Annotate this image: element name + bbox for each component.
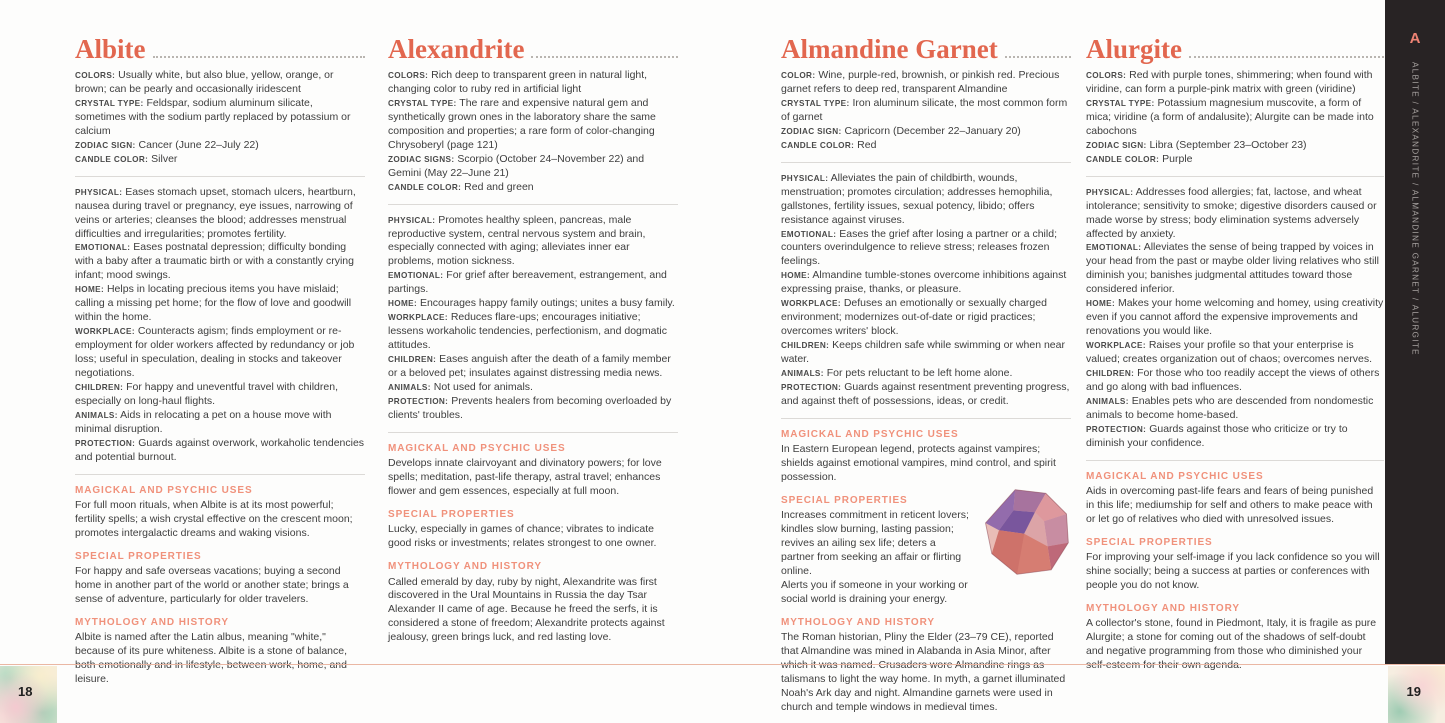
field-label: CHILDREN: (781, 341, 830, 351)
section-heading-mythology-and-history: MYTHOLOGY AND HISTORY (781, 617, 935, 629)
field-children (388, 353, 678, 381)
section-heading-special-properties: SPECIAL PROPERTIES (75, 550, 202, 562)
field-home (388, 297, 678, 311)
field-crystal-type (75, 97, 365, 139)
field-label: ANIMALS: (1086, 396, 1129, 406)
field-label: PROTECTION: (781, 383, 842, 393)
field-home (75, 283, 365, 325)
field-label: CANDLE COLOR: (781, 140, 855, 150)
field-protection (75, 437, 365, 465)
field-label: CHILDREN: (1086, 369, 1135, 379)
field-label: CHILDREN: (388, 355, 437, 365)
field-emotional (388, 269, 678, 297)
field-text: Promotes healthy spleen, pancreas, male reproductive system, central nervous system and brain, especially connected with aging; alleviates inner ear problems, motion sickness. (388, 213, 646, 268)
section-paragraph: In Eastern European legend, protects against vampires; shields against emotional vampires, mind control, and spirit possession. (781, 443, 1056, 484)
section-paragraph: For happy and safe overseas vacations; buying a second home in another part of the world or another state; brings a sense of adventure, particularly for older travelers. (75, 565, 349, 606)
entry-title: Albite (75, 34, 146, 64)
field-label: HOME: (1086, 299, 1116, 309)
field-text: Guards against overwork, workaholic tendencies and potential burnout. (75, 436, 365, 463)
section-paragraph: A collector's stone, found in Piedmont, Italy, it is fragile as pure Alurgite; a stone for coming out of the shadows of self-doubt and negative programming from those who diminished your self-esteem for their own agenda. (1086, 617, 1377, 672)
field-text: Scorpio (October 24–November 22) and Gemini (May 22–June 21) (388, 152, 645, 179)
field-text: For pets reluctant to be left home alone. (826, 367, 1013, 380)
field-zodiac-sign (781, 125, 1071, 139)
section-heading-mythology-and-history: MYTHOLOGY AND HISTORY (75, 617, 229, 629)
page-number-right: 19 (1406, 684, 1421, 699)
thumb-index-sidebar (1385, 0, 1445, 665)
dotted-leader (153, 56, 366, 58)
field-children (75, 381, 365, 409)
dotted-leader (1005, 56, 1071, 58)
field-text: Red (857, 138, 877, 151)
entry-title-row (1086, 36, 1384, 63)
field-candle-color (1086, 153, 1384, 167)
field-label: PHYSICAL: (75, 187, 123, 197)
field-workplace (781, 297, 1071, 339)
page-number-left: 18 (18, 684, 33, 699)
field-text: Guards against those who criticize or try to diminish your confidence. (1086, 422, 1348, 449)
entry-title: Almandine Garnet (781, 34, 998, 64)
section-heading-magickal-and-psychic-uses: MAGICKAL AND PSYCHIC USES (781, 428, 959, 440)
field-label: COLORS: (75, 71, 116, 80)
field-label: WORKPLACE: (781, 299, 841, 309)
section-paragraph: Increases commitment in reticent lovers; kindles slow burning, lasting passion; revives an ailing sex life; deters a partner from seeking an affair or flirting online. (781, 509, 969, 578)
section-paragraph: Called emerald by day, ruby by night, Alexandrite was first discovered in the Ural Mountains in Russia the day Tsar Alexander II came of age. Because he freed the serfs, it is considered a stone of freedom; Alexandrite protects against jealousy, green brings luck, and red lasting love. (388, 575, 665, 644)
field-animals (1086, 395, 1384, 423)
field-text: For grief after bereavement, estrangement, and partings. (388, 269, 667, 296)
field-label: ZODIAC SIGN: (75, 140, 136, 150)
field-zodiac-signs (388, 153, 678, 181)
field-label: EMOTIONAL: (781, 229, 837, 239)
field-text: Libra (September 23–October 23) (1149, 138, 1307, 151)
entry-title: Alurgite (1086, 34, 1182, 64)
field-text: Eases postnatal depression; difficulty bonding with a baby after a traumatic birth or with a constantly crying infant; mood swings. (75, 241, 354, 282)
field-label: HOME: (388, 299, 418, 309)
dotted-leader (531, 56, 678, 58)
field-label: CRYSTAL TYPE: (388, 98, 457, 108)
field-text: Iron aluminum silicate, the most common form of garnet (781, 96, 1068, 123)
field-animals (75, 409, 365, 437)
field-candle-color (388, 181, 678, 195)
field-candle-color (781, 139, 1071, 153)
footer-rule (0, 664, 1445, 665)
field-animals (388, 381, 678, 395)
entry-alexandrite (388, 36, 678, 645)
field-label: EMOTIONAL: (75, 243, 131, 253)
section-heading-special-properties: SPECIAL PROPERTIES (1086, 536, 1213, 548)
field-animals (781, 367, 1071, 381)
entry-title-row (388, 36, 678, 63)
field-text: Eases the grief after losing a partner or a child; counters overindulgence to relieve stress; releases frozen feelings. (781, 227, 1057, 268)
index-entries-label: ALBITE / ALEXANDRITE / ALMANDINE GARNET / ALURGITE (1410, 62, 1420, 356)
field-text: Keeps children safe while swimming or when near water. (781, 339, 1065, 366)
field-children (1086, 367, 1384, 395)
field-label: EMOTIONAL: (388, 271, 444, 281)
field-text: Purple (1162, 152, 1193, 165)
field-text: Alleviates the sense of being trapped by voices in your head from the past or maybe older living relatives who still diminish you; banishes judgmental attitudes toward those considered inferior. (1086, 241, 1379, 296)
field-text: Reduces flare-ups; encourages initiative; lessens workaholic tendencies, perfectionism, and dogmatic attitudes. (388, 311, 667, 352)
field-text: Enables pets who are descended from nondomestic animals to become home-based. (1086, 394, 1374, 421)
field-text: Silver (151, 152, 178, 165)
field-label: HOME: (75, 285, 105, 295)
field-candle-color (75, 153, 365, 167)
section-paragraph: Albite is named after the Latin albus, meaning "white," because of its pure whiteness. Albite is a stone of balance, both emotionally and in lifestyle, between work, home, and leisure. (75, 631, 348, 686)
field-label: PROTECTION: (388, 396, 449, 406)
field-workplace (75, 325, 365, 381)
field-colors (388, 69, 678, 97)
field-label: WORKPLACE: (75, 327, 135, 337)
entry-almandine-garnet (781, 36, 1071, 715)
field-physical (1086, 186, 1384, 242)
divider (1086, 176, 1384, 177)
index-letter: A (1409, 30, 1421, 47)
field-label: CRYSTAL TYPE: (75, 98, 144, 108)
section-heading-special-properties: SPECIAL PROPERTIES (781, 495, 908, 507)
divider (75, 176, 365, 177)
entry-title: Alexandrite (388, 34, 525, 64)
field-label: ZODIAC SIGN: (1086, 140, 1147, 150)
field-text: Eases anguish after the death of a family member or a beloved pet; insulates against distressing media news. (388, 353, 671, 380)
field-text: Encourages happy family outings; unites a busy family. (419, 297, 675, 310)
field-text: Not used for animals. (433, 381, 533, 394)
section-paragraph: The Roman historian, Pliny the Elder (23–79 CE), reported that Almandine was mined in Alabanda in Asia Minor, after which it was named. Crusaders wore Almandine rings as talismans to light the way home. In myth, a garnet illuminated Noah's Ark day and night. Almandine garnets were used in church and temple windows in medieval times. (781, 631, 1066, 714)
field-label: ANIMALS: (781, 369, 824, 379)
field-text: Makes your home welcoming and homey, using creativity even if you cannot afford the expensive improvements and renovations you would like. (1086, 297, 1384, 338)
field-text: For happy and uneventful travel with children, especially on long-haul flights. (75, 381, 338, 407)
field-home (781, 269, 1071, 297)
section-paragraph: Lucky, especially in games of chance; vibrates to indicate good risks or investments; relates strongest to one owner. (388, 523, 657, 550)
field-home (1086, 297, 1384, 339)
field-label: ANIMALS: (75, 410, 118, 420)
field-physical (75, 186, 365, 242)
divider (388, 432, 678, 433)
field-label: PHYSICAL: (781, 173, 829, 183)
dotted-leader (1189, 56, 1384, 58)
field-crystal-type (388, 97, 678, 153)
field-label: CHILDREN: (75, 383, 124, 393)
field-text: Eases stomach upset, stomach ulcers, heartburn, nausea during travel or pregnancy, eye issues, narrowing of veins or arteries; cleanses the blood; addresses menstrual difficulties and irregularities; promotes fertility. (75, 185, 356, 240)
field-label: ANIMALS: (388, 383, 431, 393)
field-text: Rich deep to transparent green in natural light, changing color to ruby red in artificial light (388, 69, 648, 95)
divider (388, 204, 678, 205)
entry-alurgite (1086, 36, 1384, 673)
field-text: Alleviates the pain of childbirth, wounds, menstruation; promotes circulation; addresses hemophilia, gallstones, fertility issues, sexual potency, libido; offers resistance against viruses. (781, 171, 1053, 226)
field-label: PROTECTION: (75, 438, 136, 448)
entry-albite (75, 36, 365, 687)
section-heading-mythology-and-history: MYTHOLOGY AND HISTORY (388, 561, 542, 573)
field-workplace (388, 311, 678, 353)
field-protection (388, 395, 678, 423)
field-text: Defuses an emotionally or sexually charged environment; modernizes out-of-date or rigid practices; overcomes writers' block. (781, 297, 1047, 338)
field-label: PHYSICAL: (1086, 187, 1134, 197)
field-physical (781, 172, 1071, 228)
field-text: Prevents healers from becoming overloaded by clients' troubles. (388, 394, 672, 421)
field-colors (1086, 69, 1384, 97)
field-text: Red with purple tones, shimmering; when found with viridine, can form a purple-pink matrix with green (viridine) (1086, 69, 1373, 95)
field-physical (388, 214, 678, 270)
section-heading-mythology-and-history: MYTHOLOGY AND HISTORY (1086, 603, 1240, 615)
section-heading-magickal-and-psychic-uses: MAGICKAL AND PSYCHIC USES (1086, 470, 1264, 482)
field-text: Cancer (June 22–July 22) (138, 138, 259, 151)
field-text: Addresses food allergies; fat, lactose, and wheat intolerance; sensitivity to smoke; digestive disorders caused or made worse by stress; body elimination systems adversely affected by anxiety. (1086, 185, 1377, 240)
field-label: WORKPLACE: (1086, 341, 1146, 351)
almandine-garnet-crystal-illustration (981, 486, 1071, 578)
field-label: CANDLE COLOR: (1086, 154, 1160, 164)
field-zodiac-sign (1086, 139, 1384, 153)
field-zodiac-sign (75, 139, 365, 153)
field-label: WORKPLACE: (388, 313, 448, 323)
section-paragraph: Develops innate clairvoyant and divinatory powers; for love spells; meditation, past-life therapy, astral travel; enhances flower and gem essences, especially at full moon. (388, 457, 662, 498)
field-colors (75, 69, 365, 97)
field-label: EMOTIONAL: (1086, 243, 1142, 253)
field-text: Helps in locating precious items you have mislaid; calling a missing pet home; for the flow of love and goodwill within the home. (75, 283, 352, 324)
field-label: HOME: (781, 271, 811, 281)
field-text: Red and green (464, 180, 534, 193)
field-label: PROTECTION: (1086, 424, 1147, 434)
section-paragraph: For improving your self-image if you lack confidence so you will shine socially; being a success at parties or conferences with people you do not know. (1086, 551, 1380, 592)
entry-title-row (75, 36, 365, 63)
field-crystal-type (1086, 97, 1384, 139)
field-label: COLOR: (781, 71, 816, 80)
section-paragraph: Aids in overcoming past-life fears and fears of being punished in this life; mediumship for self and others to make peace with or let go of relatives who died with unresolved issues. (1086, 485, 1374, 525)
field-crystal-type (781, 97, 1071, 125)
field-label: ZODIAC SIGNS: (388, 154, 455, 164)
field-text: Aids in relocating a pet on a house move with minimal disruption. (75, 408, 332, 435)
field-emotional (1086, 241, 1384, 297)
field-workplace (1086, 339, 1384, 367)
field-label: COLORS: (1086, 71, 1127, 80)
field-emotional (781, 228, 1071, 270)
field-text: Guards against resentment preventing progress, and against theft of possessions, ideas, or credit. (781, 381, 1070, 407)
field-protection (781, 381, 1071, 409)
section-paragraph: For full moon rituals, when Albite is at its most powerful; fertility spells; a wish crystal effective on the crescent moon; promotes intergalactic dreams and waking visions. (75, 499, 353, 539)
field-label: CANDLE COLOR: (388, 182, 462, 192)
field-label: ZODIAC SIGN: (781, 126, 842, 136)
field-text: For those who too readily accept the views of others and go along with bad influences. (1086, 367, 1380, 394)
field-text: Counteracts agism; finds employment or re-employment for older workers affected by redundancy or job loss; useful in speculation, dealing in stocks and takeover negotiations. (75, 325, 355, 380)
entry-title-row (781, 36, 1071, 63)
field-text: Almandine tumble-stones overcome inhibitions against expressing praise, thanks, or pleasure. (781, 269, 1067, 296)
field-label: CANDLE COLOR: (75, 154, 149, 164)
field-text: Usually white, but also blue, yellow, orange, or brown; can be pearly and occasionally iridescent (75, 69, 334, 95)
field-label: PHYSICAL: (388, 215, 436, 225)
section-heading-magickal-and-psychic-uses: MAGICKAL AND PSYCHIC USES (388, 442, 566, 454)
field-label: CRYSTAL TYPE: (781, 98, 850, 108)
field-text: Capricorn (December 22–January 20) (844, 124, 1021, 137)
field-children (781, 339, 1071, 367)
divider (75, 474, 365, 475)
field-text: Wine, purple-red, brownish, or pinkish red. Precious garnet refers to deep red, transparent Almandine (781, 69, 1060, 95)
field-text: Feldspar, sodium aluminum silicate, sometimes with the sodium partly replaced by potassium or calcium (75, 96, 351, 137)
divider (781, 162, 1071, 163)
field-protection (1086, 423, 1384, 451)
section-heading-magickal-and-psychic-uses: MAGICKAL AND PSYCHIC USES (75, 484, 253, 496)
field-label: COLORS: (388, 71, 429, 80)
divider (781, 418, 1071, 419)
divider (1086, 460, 1384, 461)
field-text: Raises your profile so that your enterprise is valued; creates organization out of chaos; overcomes nerves. (1086, 339, 1372, 366)
field-color (781, 69, 1071, 97)
field-label: CRYSTAL TYPE: (1086, 98, 1155, 108)
field-emotional (75, 241, 365, 283)
field-text: Potassium magnesium muscovite, a form of mica; viridine (a form of andalusite); Alurgite can be made into cabochons (1086, 96, 1374, 137)
section-paragraph: Alerts you if someone in your working or social world is draining your energy. (781, 579, 968, 606)
section-heading-special-properties: SPECIAL PROPERTIES (388, 509, 515, 521)
field-text: The rare and expensive natural gem and synthetically grown ones in the laboratory share the same composition and properties; a rare form of color-changing Chrysoberyl (page 121) (388, 96, 656, 151)
